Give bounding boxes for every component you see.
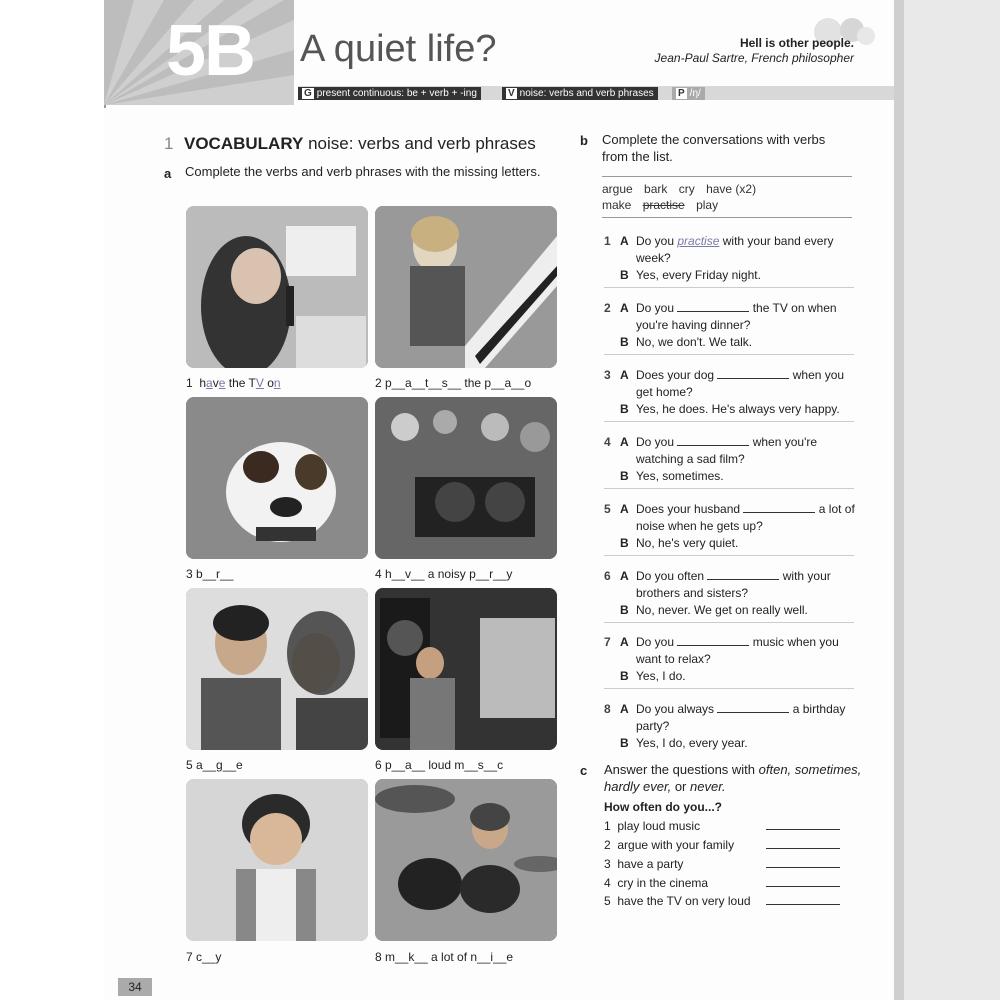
conversation-2-a-end: the TV on when you're having dinner? — [636, 301, 837, 332]
answer-line[interactable] — [766, 867, 840, 868]
conversation-7-a-end: music when you want to relax? — [636, 635, 839, 666]
word-make: make — [602, 198, 632, 212]
conversation-6-b: No, never. We get on really well. — [636, 603, 808, 617]
question-4 — [604, 876, 844, 890]
caption-6: 6 p__a__ loud m__s__c — [375, 758, 504, 772]
conversation-5-a-start: Does your husband — [636, 502, 741, 516]
caption-1-pre: h — [199, 376, 207, 390]
workbook-page — [104, 0, 894, 1000]
caption-1-mid: v — [212, 376, 219, 390]
photo-argue — [186, 588, 368, 750]
speaker-a: A — [620, 702, 629, 716]
caption-2: 2 p__a__t__s__ the p__a__o — [375, 376, 532, 390]
section-title-rest: noise: verbs and verb phrases — [308, 134, 536, 153]
conversation-1-a-start: Do you — [636, 234, 675, 248]
answer-blank[interactable] — [717, 367, 789, 379]
grammar-tag-text: present continuous: be + verb + -ing — [316, 88, 477, 99]
section-title — [184, 134, 536, 154]
vocabulary-tag — [502, 87, 658, 100]
conversation-4-a-end: when you're watching a sad film? — [636, 435, 818, 466]
speaker-a: A — [620, 301, 629, 315]
photo-music — [375, 588, 557, 750]
question-2-number: 2 — [604, 838, 611, 852]
dj-party-image — [375, 397, 557, 559]
caption-1-post-2: o — [263, 376, 274, 390]
conversation-5-a-end: a lot of noise when he gets up? — [636, 502, 855, 533]
question-1 — [604, 819, 844, 833]
word-bark: bark — [644, 182, 668, 196]
conversation-6-a-start: Do you often — [636, 569, 705, 583]
part-b-instruction: Complete the conversations with verbs from the list. — [602, 132, 826, 164]
section-title-bold: VOCABULARY — [184, 134, 304, 153]
caption-1-answer-2: e — [218, 376, 226, 390]
conversation-2-b: No, we don't. We talk. — [636, 335, 753, 349]
speaker-a: A — [620, 234, 629, 248]
conversation-4-number: 4 — [604, 435, 611, 449]
word-have: have (x2) — [706, 182, 757, 196]
question-3-number: 3 — [604, 857, 611, 871]
conversation-3 — [604, 367, 864, 422]
section-number: 1 — [164, 134, 174, 153]
conversation-2-number: 2 — [604, 301, 611, 315]
pronunciation-tag — [672, 87, 705, 100]
part-c-instruction-1: Answer the questions with — [604, 762, 759, 777]
conversation-3-a-end: when you get home? — [636, 368, 845, 399]
photo-tv — [186, 206, 368, 368]
conversation-5-b: No, he's very quiet. — [636, 536, 739, 550]
loud-music-image — [375, 588, 557, 750]
conversation-3-b: Yes, he does. He's always very happy. — [636, 402, 840, 416]
photo-party — [375, 397, 557, 559]
speaker-b: B — [620, 536, 629, 550]
grammar-tag — [298, 87, 481, 100]
question-5-number: 5 — [604, 894, 611, 908]
caption-1-number: 1 — [186, 376, 193, 390]
speaker-a: A — [620, 368, 629, 382]
conversation-6 — [604, 568, 864, 623]
caption-1-answer-4: n — [273, 376, 281, 390]
photo-piano — [375, 206, 557, 368]
answer-line[interactable] — [766, 904, 840, 905]
speaker-b: B — [620, 469, 629, 483]
conversation-8-number: 8 — [604, 702, 611, 716]
grammar-tag-letter: G — [304, 88, 312, 99]
barking-dog-image — [186, 397, 368, 559]
conversation-8-a-start: Do you always — [636, 702, 715, 716]
speaker-a: A — [620, 435, 629, 449]
conversation-8-a-end: a birthday party? — [636, 702, 846, 733]
caption-7: 7 c__y — [186, 950, 222, 964]
crying-child-image — [186, 779, 368, 941]
conversation-1 — [604, 233, 864, 288]
caption-3: 3 b__r__ — [186, 567, 234, 581]
arguing-couple-image — [186, 588, 368, 750]
word-list — [602, 176, 852, 218]
question-3 — [604, 857, 844, 871]
question-1-number: 1 — [604, 819, 611, 833]
pronunciation-tag-letter: P — [678, 88, 685, 99]
answer-blank[interactable] — [717, 701, 789, 713]
right-margin — [894, 0, 1000, 1000]
answer-line[interactable] — [766, 886, 840, 887]
part-a-label: a — [164, 166, 172, 181]
part-c-instruction — [604, 761, 864, 795]
part-c-instruction-italic: often, sometimes, hardly ever, — [604, 762, 862, 794]
conversation-5 — [604, 501, 864, 556]
part-b-label: b — [580, 133, 588, 148]
question-4-number: 4 — [604, 876, 611, 890]
speaker-a: A — [620, 635, 629, 649]
speaker-b: B — [620, 603, 629, 617]
answer-blank[interactable] — [677, 300, 749, 312]
book-spine — [0, 0, 104, 1000]
speaker-b: B — [620, 669, 629, 683]
question-3-text: have a party — [617, 857, 684, 871]
answer-blank[interactable] — [743, 501, 815, 513]
question-5-text: have the TV on very loud — [617, 894, 751, 908]
unit-number: 5B — [166, 11, 255, 91]
epigraph — [655, 36, 854, 66]
conversation-4-b: Yes, sometimes. — [636, 469, 724, 483]
part-c-instruction-2: or — [671, 779, 690, 794]
conversation-3-number: 3 — [604, 368, 611, 382]
conversation-1-answer: practise — [677, 234, 720, 248]
conversation-4-a-start: Do you — [636, 435, 675, 449]
speaker-b: B — [620, 736, 629, 750]
speaker-a: A — [620, 569, 629, 583]
answer-blank[interactable] — [677, 434, 749, 446]
speaker-b: B — [620, 335, 629, 349]
word-argue: argue — [602, 182, 633, 196]
caption-1-post-1: the T — [225, 376, 256, 390]
word-play: play — [696, 198, 719, 212]
caption-8: 8 m__k__ a lot of n__i__e — [375, 950, 514, 964]
conversation-2-a-start: Do you — [636, 301, 675, 315]
speaker-b: B — [620, 268, 629, 282]
caption-1-answer-1: a — [206, 376, 213, 390]
vocabulary-tag-letter: V — [508, 88, 515, 99]
caption-1 — [186, 376, 281, 390]
drummer-image — [375, 779, 557, 941]
part-c-instruction-italic-2: never. — [690, 779, 726, 794]
conversation-1-a-end: with your band every week? — [636, 234, 834, 265]
conversation-1-b: Yes, every Friday night. — [636, 268, 761, 282]
page-number: 34 — [118, 978, 152, 996]
question-1-text: play loud music — [617, 819, 701, 833]
part-a-instruction: Complete the verbs and verb phrases with the missing letters. — [185, 164, 541, 179]
conversation-7-a-start: Do you — [636, 635, 675, 649]
conversation-8 — [604, 701, 864, 752]
conversation-5-number: 5 — [604, 502, 611, 516]
conversation-8-b: Yes, I do, every year. — [636, 736, 748, 750]
conversation-3-a-start: Does your dog — [636, 368, 715, 382]
photo-cry — [186, 779, 368, 941]
answer-line[interactable] — [766, 848, 840, 849]
conversation-7-number: 7 — [604, 635, 611, 649]
conversation-6-a-end: with your brothers and sisters? — [636, 569, 831, 600]
question-5 — [604, 894, 844, 908]
conversation-7 — [604, 634, 864, 689]
caption-5: 5 a__g__e — [186, 758, 243, 772]
page-edge-shadow — [894, 0, 904, 1000]
quote-author: Jean-Paul Sartre, French philosopher — [654, 51, 854, 65]
answer-blank[interactable] — [677, 634, 749, 646]
conversation-6-number: 6 — [604, 569, 611, 583]
piano-player-image — [375, 206, 557, 368]
page-title: A quiet life? — [300, 28, 497, 70]
how-often-heading: How often do you...? — [604, 800, 722, 814]
photo-drums — [375, 779, 557, 941]
photo-dog — [186, 397, 368, 559]
speaker-b: B — [620, 402, 629, 416]
word-cry: cry — [678, 182, 695, 196]
quote-text: Hell is other people. — [739, 36, 854, 50]
conversation-2 — [604, 300, 864, 355]
tv-watcher-image — [186, 206, 368, 368]
conversation-4 — [604, 434, 864, 489]
conversation-1-number: 1 — [604, 234, 611, 248]
question-4-text: cry in the cinema — [617, 876, 709, 890]
answer-line[interactable] — [766, 829, 840, 830]
conversation-7-b: Yes, I do. — [636, 669, 686, 683]
speaker-a: A — [620, 502, 629, 516]
caption-1-answer-3: V — [255, 376, 264, 390]
word-practise: practise — [642, 198, 685, 212]
answer-blank[interactable] — [707, 568, 779, 580]
pronunciation-tag-text: /ŋ/ — [689, 88, 701, 99]
vocabulary-tag-text: noise: verbs and verb phrases — [519, 88, 654, 99]
question-2 — [604, 838, 844, 852]
part-c-label: c — [580, 763, 588, 778]
caption-4: 4 h__v__ a noisy p__r__y — [375, 567, 513, 581]
question-2-text: argue with your family — [617, 838, 735, 852]
